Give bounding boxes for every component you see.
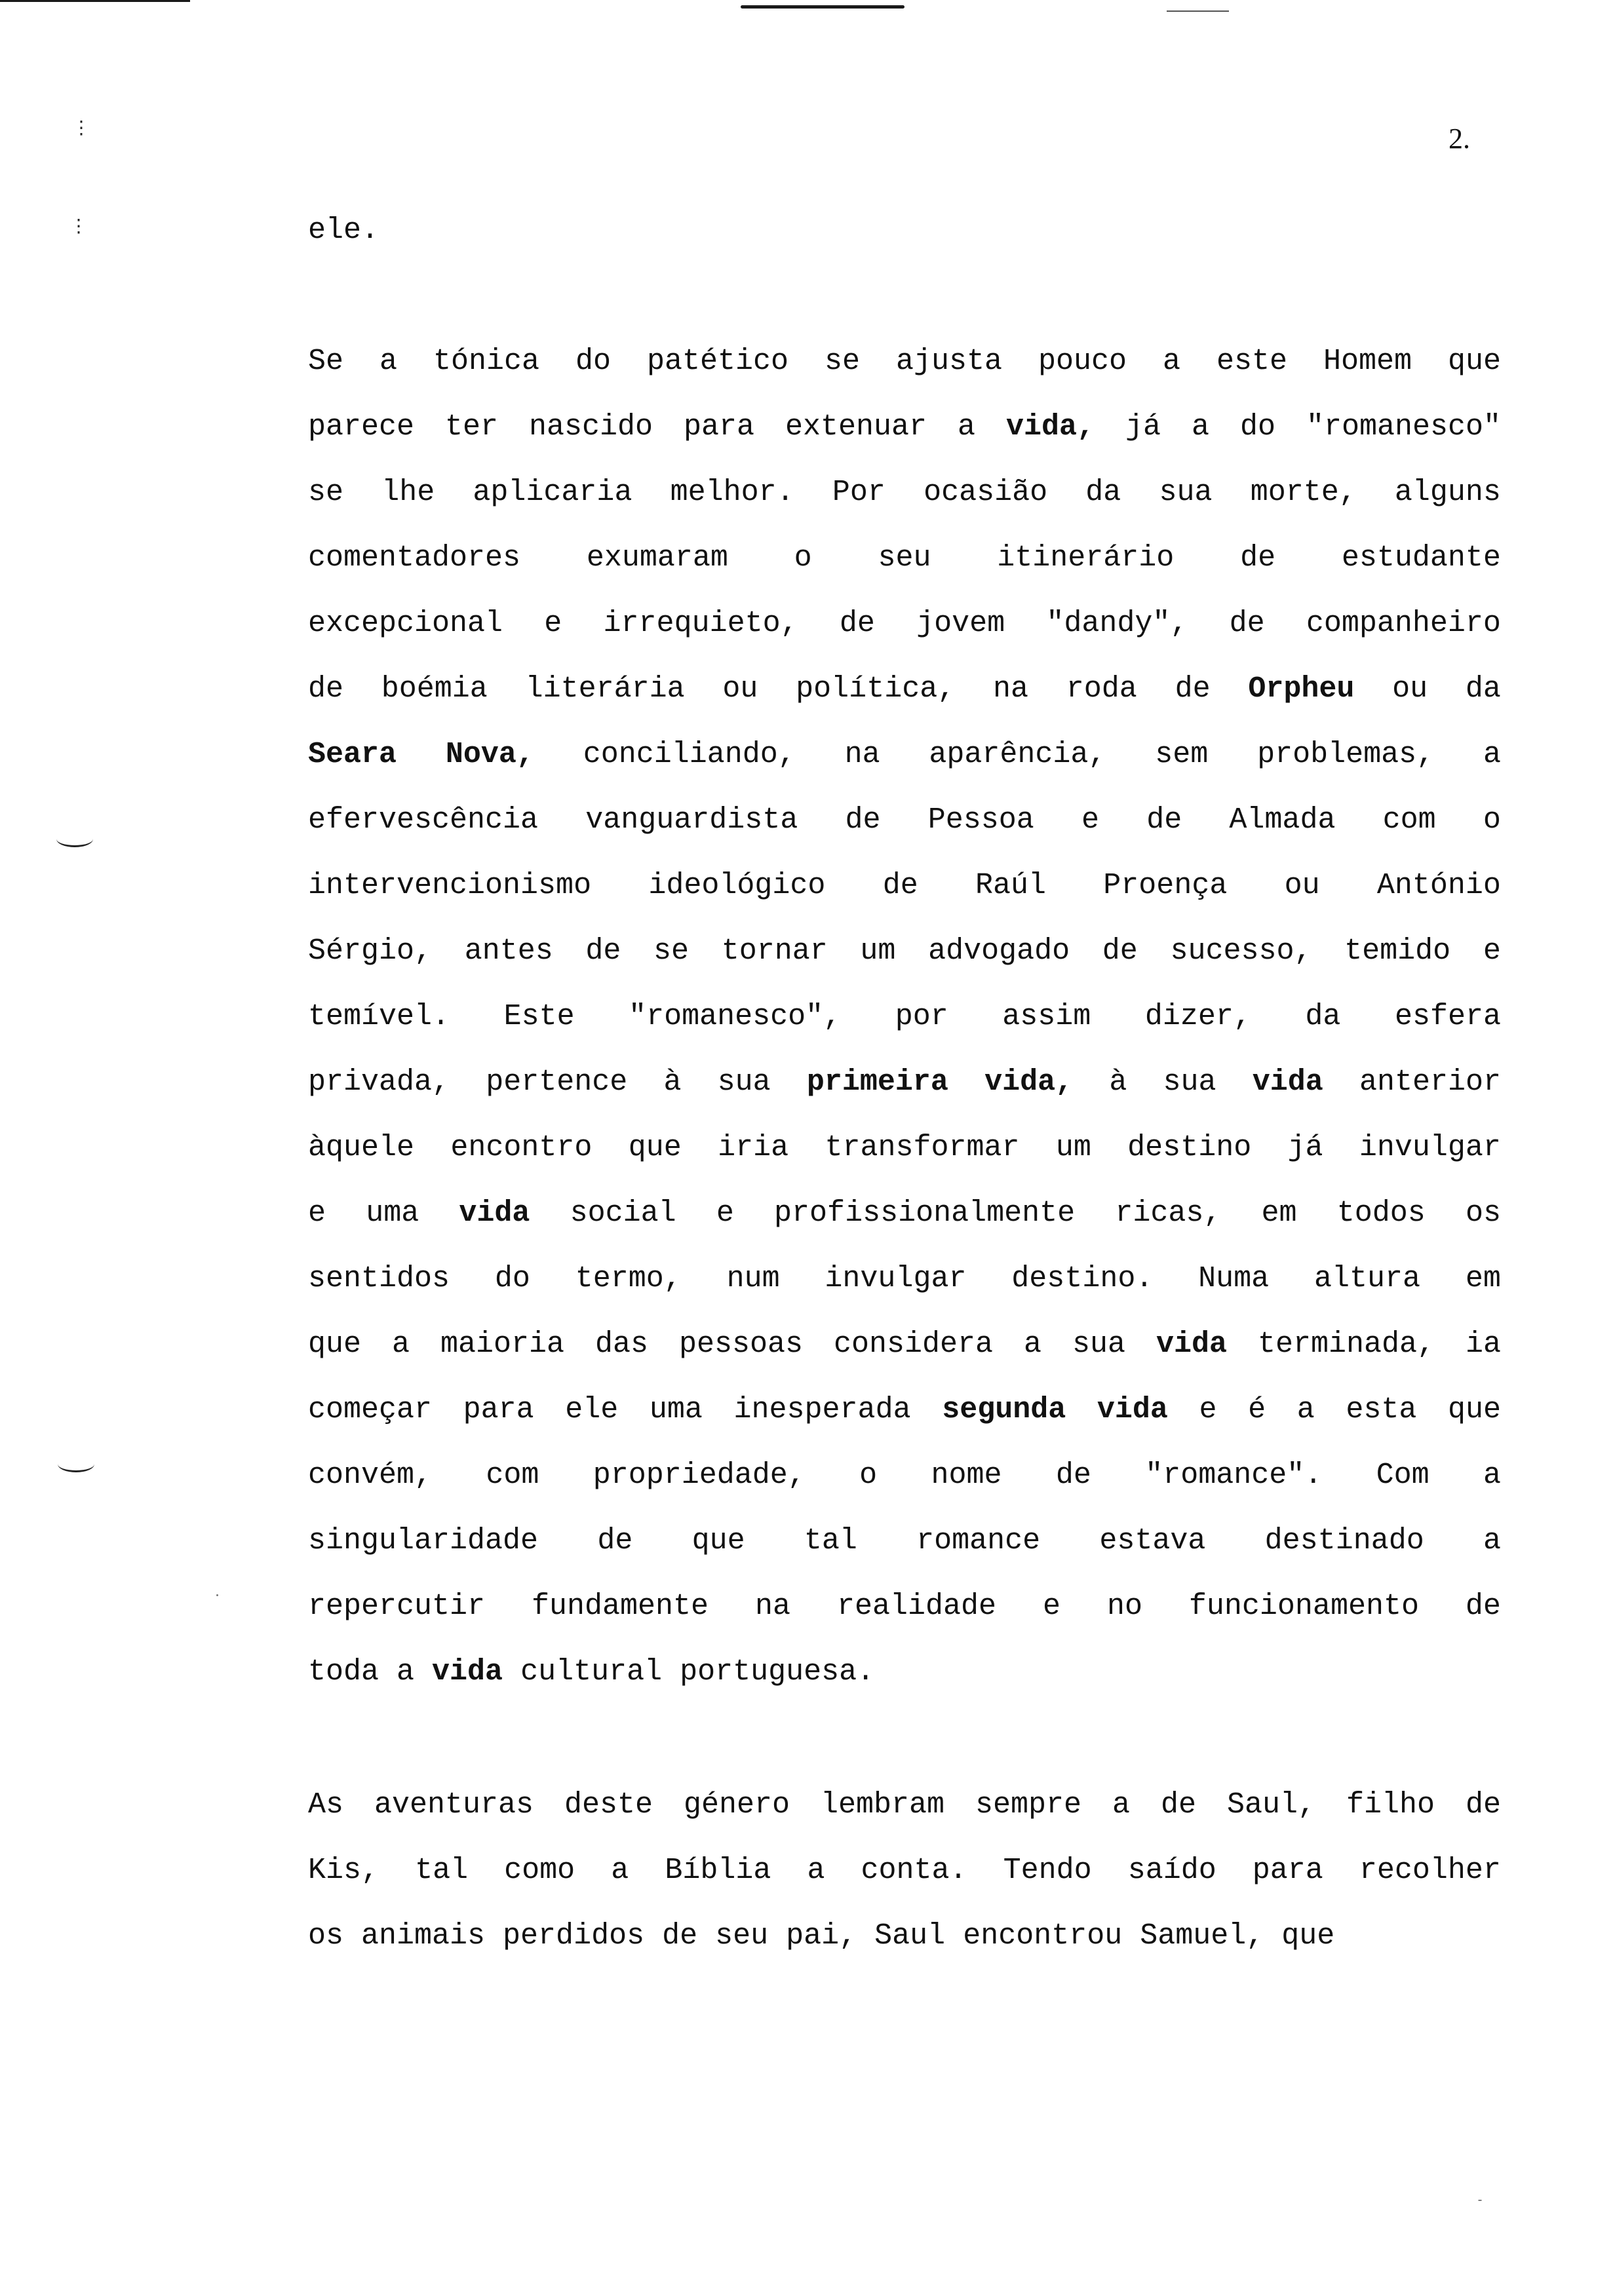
word: conta. bbox=[861, 1854, 967, 1887]
word: filho bbox=[1346, 1788, 1435, 1822]
word: ele. bbox=[308, 214, 379, 247]
word: ocasião bbox=[924, 476, 1048, 509]
word: no bbox=[1106, 1590, 1142, 1623]
word: encontrou bbox=[963, 1919, 1123, 1953]
word: excepcional bbox=[308, 607, 503, 640]
word: melhor. bbox=[670, 476, 794, 509]
word: anterior bbox=[1359, 1065, 1501, 1099]
text-line bbox=[308, 342, 1501, 381]
word: a bbox=[397, 1655, 415, 1689]
word: dizer, bbox=[1144, 1000, 1251, 1033]
binding-hole-mark bbox=[56, 831, 93, 847]
word: de bbox=[1229, 607, 1265, 640]
word: de bbox=[1160, 1788, 1196, 1822]
text-line bbox=[308, 670, 1501, 709]
scan-artifact-line bbox=[741, 5, 905, 9]
word: itinerário bbox=[997, 541, 1175, 575]
word: de bbox=[845, 803, 881, 837]
word: antes bbox=[464, 934, 553, 968]
word: Pessoa bbox=[927, 803, 1034, 837]
word: temível. bbox=[308, 1000, 450, 1033]
emphasized-word: vida bbox=[1252, 1065, 1323, 1099]
word: sua bbox=[1159, 476, 1213, 509]
text-line bbox=[308, 997, 1501, 1037]
emphasized-word: vida bbox=[1097, 1393, 1168, 1426]
word: e bbox=[308, 1196, 326, 1230]
word: e bbox=[544, 607, 562, 640]
word: é bbox=[1248, 1393, 1266, 1426]
word: Raúl bbox=[975, 869, 1047, 902]
word: social bbox=[570, 1196, 676, 1230]
word: ideológico bbox=[648, 869, 826, 902]
word: cultural bbox=[520, 1655, 663, 1689]
word: parece bbox=[308, 410, 415, 444]
word: este bbox=[1216, 345, 1287, 378]
word: género bbox=[684, 1788, 790, 1822]
word: conciliando, bbox=[583, 738, 796, 771]
emphasized-word: Nova, bbox=[445, 738, 534, 771]
word: se bbox=[308, 476, 344, 509]
text-line bbox=[308, 932, 1501, 971]
word: a bbox=[1191, 410, 1209, 444]
word: àquele bbox=[308, 1131, 415, 1164]
word: a bbox=[958, 410, 976, 444]
word: romance bbox=[916, 1524, 1041, 1558]
word: aventuras bbox=[374, 1788, 534, 1822]
word: à bbox=[663, 1065, 682, 1099]
word: lhe bbox=[381, 476, 435, 509]
word: exumaram bbox=[586, 541, 728, 575]
word: de bbox=[597, 1524, 633, 1558]
word: a bbox=[807, 1854, 825, 1887]
word: aplicaria bbox=[473, 476, 632, 509]
word: um bbox=[1055, 1131, 1091, 1164]
word: companheiro bbox=[1306, 607, 1501, 640]
word: de bbox=[1055, 1459, 1091, 1492]
word: a bbox=[1162, 345, 1180, 378]
word: para bbox=[683, 410, 755, 444]
word: realidade bbox=[836, 1590, 997, 1623]
word: de bbox=[1175, 672, 1211, 706]
emphasized-word: vida bbox=[432, 1655, 503, 1689]
word: fundamente bbox=[532, 1590, 709, 1623]
word: intervencionismo bbox=[308, 869, 592, 902]
emphasized-word: vida, bbox=[1005, 410, 1095, 444]
word: ou bbox=[1392, 672, 1428, 706]
text-line bbox=[308, 1653, 1501, 1692]
word: encontro bbox=[450, 1131, 593, 1164]
word: de bbox=[662, 1919, 698, 1953]
text-line bbox=[308, 735, 1501, 775]
word: estava bbox=[1099, 1524, 1206, 1558]
text-line bbox=[308, 1390, 1501, 1430]
word: singularidade bbox=[308, 1524, 539, 1558]
word: uma bbox=[366, 1196, 419, 1230]
word: Tendo bbox=[1003, 1854, 1092, 1887]
word: ia bbox=[1465, 1328, 1501, 1361]
word: seu bbox=[715, 1919, 769, 1953]
word: pouco bbox=[1038, 345, 1127, 378]
word: estudante bbox=[1341, 541, 1501, 575]
emphasized-word: vida bbox=[459, 1196, 530, 1230]
word: Saul bbox=[874, 1919, 946, 1953]
word: Sérgio, bbox=[308, 934, 433, 968]
word: pertence bbox=[486, 1065, 628, 1099]
word: do bbox=[575, 345, 611, 378]
text-line bbox=[308, 866, 1501, 906]
word: a bbox=[1483, 1459, 1501, 1492]
word: em bbox=[1465, 1262, 1501, 1295]
word: ajusta bbox=[895, 345, 1002, 378]
word: tornar bbox=[721, 934, 828, 968]
word: destino bbox=[1127, 1131, 1252, 1164]
word: Bíblia bbox=[665, 1854, 771, 1887]
word: jovem bbox=[916, 607, 1005, 640]
word: com bbox=[1382, 803, 1436, 837]
word: com bbox=[486, 1459, 539, 1492]
word: nascido bbox=[528, 410, 653, 444]
word: o bbox=[859, 1459, 878, 1492]
word: Samuel, bbox=[1140, 1919, 1264, 1953]
word: comentadores bbox=[308, 541, 521, 575]
word: "romance". bbox=[1145, 1459, 1323, 1492]
emphasized-word: Orpheu bbox=[1248, 672, 1355, 706]
word: António bbox=[1376, 869, 1501, 902]
word: propriedade, bbox=[593, 1459, 806, 1492]
emphasized-word: segunda bbox=[942, 1393, 1066, 1426]
word: boémia bbox=[381, 672, 488, 706]
word: sentidos bbox=[308, 1262, 450, 1295]
word: um bbox=[860, 934, 896, 968]
word: vanguardista bbox=[585, 803, 798, 837]
word: na bbox=[992, 672, 1028, 706]
word: que bbox=[1281, 1919, 1335, 1953]
text-line bbox=[308, 1521, 1501, 1561]
word: privada, bbox=[308, 1065, 450, 1099]
word: pessoas bbox=[678, 1328, 803, 1361]
word: de bbox=[1146, 803, 1182, 837]
word: de bbox=[1465, 1590, 1501, 1623]
word: recolher bbox=[1359, 1854, 1501, 1887]
word: irrequieto, bbox=[603, 607, 798, 640]
word: ter bbox=[445, 410, 499, 444]
word: problemas, bbox=[1257, 738, 1435, 771]
word: ricas, bbox=[1115, 1196, 1222, 1230]
word: extenuar bbox=[785, 410, 927, 444]
word: que bbox=[691, 1524, 745, 1558]
word: das bbox=[594, 1328, 648, 1361]
word: que bbox=[1447, 345, 1501, 378]
margin-tick-mark: ⋮ bbox=[72, 117, 90, 138]
word: advogado bbox=[928, 934, 1070, 968]
binding-hole-mark bbox=[58, 1456, 94, 1472]
word: os bbox=[1465, 1196, 1501, 1230]
word: seu bbox=[878, 541, 931, 575]
word: na bbox=[844, 738, 880, 771]
word: como bbox=[504, 1854, 575, 1887]
word: Se bbox=[308, 345, 344, 378]
word: a bbox=[1483, 738, 1501, 771]
word: roda bbox=[1066, 672, 1137, 706]
emphasized-word: vida bbox=[1156, 1328, 1227, 1361]
word: se bbox=[824, 345, 860, 378]
word: do bbox=[1239, 410, 1275, 444]
word: política, bbox=[796, 672, 956, 706]
word: esta bbox=[1346, 1393, 1417, 1426]
word: ele bbox=[565, 1393, 619, 1426]
word: nome bbox=[931, 1459, 1002, 1492]
word: destino. bbox=[1011, 1262, 1154, 1295]
text-line bbox=[308, 1786, 1501, 1825]
text-line bbox=[308, 1128, 1501, 1168]
word: a bbox=[1023, 1328, 1041, 1361]
word: já bbox=[1125, 410, 1161, 444]
word: num bbox=[726, 1262, 780, 1295]
word: profissionalmente bbox=[774, 1196, 1076, 1230]
word: aparência, bbox=[929, 738, 1106, 771]
word: pai, bbox=[786, 1919, 857, 1953]
text-line bbox=[308, 801, 1501, 840]
word: esfera bbox=[1394, 1000, 1501, 1033]
word: de bbox=[1465, 1788, 1501, 1822]
word: já bbox=[1287, 1131, 1323, 1164]
word: de bbox=[882, 869, 918, 902]
word: altura bbox=[1314, 1262, 1421, 1295]
word: a bbox=[1483, 1524, 1501, 1558]
word: para bbox=[1252, 1854, 1323, 1887]
margin-tick-mark: ⋮ bbox=[69, 215, 88, 237]
emphasized-word: vida, bbox=[984, 1065, 1074, 1099]
word: patético bbox=[646, 345, 788, 378]
word: os bbox=[308, 1919, 344, 1953]
word: a bbox=[1112, 1788, 1131, 1822]
word: sucesso, bbox=[1170, 934, 1312, 968]
word: termo, bbox=[575, 1262, 682, 1295]
word: Kis, bbox=[308, 1854, 379, 1887]
word: sua bbox=[717, 1065, 771, 1099]
word: lembram bbox=[821, 1788, 945, 1822]
word: morte, bbox=[1250, 476, 1357, 509]
word: na bbox=[755, 1590, 791, 1623]
word: Com bbox=[1376, 1459, 1430, 1492]
word: de bbox=[585, 934, 621, 968]
word: funcionamento bbox=[1188, 1590, 1419, 1623]
text-line bbox=[308, 473, 1501, 512]
scan-speck bbox=[216, 1594, 218, 1596]
word: para bbox=[463, 1393, 534, 1426]
word: em bbox=[1261, 1196, 1297, 1230]
word: "romanesco", bbox=[629, 1000, 842, 1033]
word: e bbox=[1199, 1393, 1217, 1426]
word: todos bbox=[1336, 1196, 1426, 1230]
word: Saul, bbox=[1226, 1788, 1315, 1822]
word: transformar bbox=[825, 1131, 1020, 1164]
word: invulgar bbox=[1359, 1131, 1501, 1164]
word: de bbox=[308, 672, 344, 706]
word: perdidos bbox=[503, 1919, 645, 1953]
text-line bbox=[308, 1063, 1501, 1102]
word: Numa bbox=[1198, 1262, 1270, 1295]
word: portuguesa. bbox=[680, 1655, 875, 1689]
word: e bbox=[1042, 1590, 1060, 1623]
word: efervescência bbox=[308, 803, 539, 837]
text-line bbox=[308, 1917, 1501, 1956]
word: temido bbox=[1344, 934, 1451, 968]
word: da bbox=[1465, 672, 1501, 706]
word: terminada, bbox=[1257, 1328, 1435, 1361]
word: sempre bbox=[975, 1788, 1082, 1822]
word: alguns bbox=[1394, 476, 1501, 509]
word: tónica bbox=[433, 345, 539, 378]
word: começar bbox=[308, 1393, 433, 1426]
word: e bbox=[1483, 934, 1501, 968]
word: sua bbox=[1072, 1328, 1125, 1361]
word: "dandy", bbox=[1046, 607, 1188, 640]
word: Este bbox=[503, 1000, 575, 1033]
word: de bbox=[1102, 934, 1138, 968]
word: Proença bbox=[1103, 869, 1228, 902]
page-number: 2. bbox=[1449, 123, 1470, 155]
word: inesperada bbox=[733, 1393, 911, 1426]
text-line bbox=[308, 211, 1501, 250]
word: à bbox=[1109, 1065, 1127, 1099]
word: a bbox=[379, 345, 397, 378]
word: literária bbox=[525, 672, 685, 706]
word: e bbox=[1081, 803, 1099, 837]
word: uma bbox=[649, 1393, 703, 1426]
text-line bbox=[308, 604, 1501, 643]
word: ou bbox=[722, 672, 758, 706]
text-line bbox=[308, 1587, 1501, 1626]
word: que bbox=[1447, 1393, 1501, 1426]
emphasized-word: primeira bbox=[806, 1065, 948, 1099]
word: toda bbox=[308, 1655, 379, 1689]
emphasized-word: Seara bbox=[308, 738, 397, 771]
word: de bbox=[839, 607, 875, 640]
word: a bbox=[1296, 1393, 1315, 1426]
word: do bbox=[494, 1262, 530, 1295]
word: a bbox=[391, 1328, 410, 1361]
text-line bbox=[308, 408, 1501, 447]
word: o bbox=[794, 541, 812, 575]
word: "romanesco" bbox=[1306, 410, 1501, 444]
word: que bbox=[628, 1131, 682, 1164]
text-line bbox=[308, 1259, 1501, 1299]
word: deste bbox=[564, 1788, 653, 1822]
word: que bbox=[308, 1328, 362, 1361]
word: de bbox=[1240, 541, 1276, 575]
word: repercutir bbox=[308, 1590, 486, 1623]
text-line bbox=[308, 1325, 1501, 1364]
scan-speck bbox=[1478, 2200, 1482, 2201]
word: da bbox=[1085, 476, 1121, 509]
word: a bbox=[611, 1854, 629, 1887]
word: por bbox=[895, 1000, 948, 1033]
text-line bbox=[308, 539, 1501, 578]
word: tal bbox=[415, 1854, 469, 1887]
text-line bbox=[308, 1456, 1501, 1495]
word: sem bbox=[1155, 738, 1209, 771]
word: Almada bbox=[1229, 803, 1336, 837]
text-line bbox=[308, 1851, 1501, 1890]
word: destinado bbox=[1264, 1524, 1424, 1558]
word: animais bbox=[361, 1919, 486, 1953]
scan-artifact-line bbox=[0, 0, 190, 2]
word: convém, bbox=[308, 1459, 433, 1492]
word: o bbox=[1483, 803, 1501, 837]
scan-artifact-line bbox=[1167, 10, 1229, 12]
word: invulgar bbox=[825, 1262, 967, 1295]
word: Homem bbox=[1323, 345, 1412, 378]
word: se bbox=[653, 934, 690, 968]
text-line bbox=[308, 1194, 1501, 1233]
word: Por bbox=[832, 476, 885, 509]
word: ou bbox=[1284, 869, 1320, 902]
word: da bbox=[1305, 1000, 1341, 1033]
word: assim bbox=[1002, 1000, 1091, 1033]
word: tal bbox=[804, 1524, 857, 1558]
word: As bbox=[308, 1788, 344, 1822]
word: e bbox=[716, 1196, 734, 1230]
word: sua bbox=[1163, 1065, 1216, 1099]
word: saído bbox=[1127, 1854, 1216, 1887]
word: considera bbox=[833, 1328, 993, 1361]
word: iria bbox=[718, 1131, 789, 1164]
word: maioria bbox=[440, 1328, 564, 1361]
